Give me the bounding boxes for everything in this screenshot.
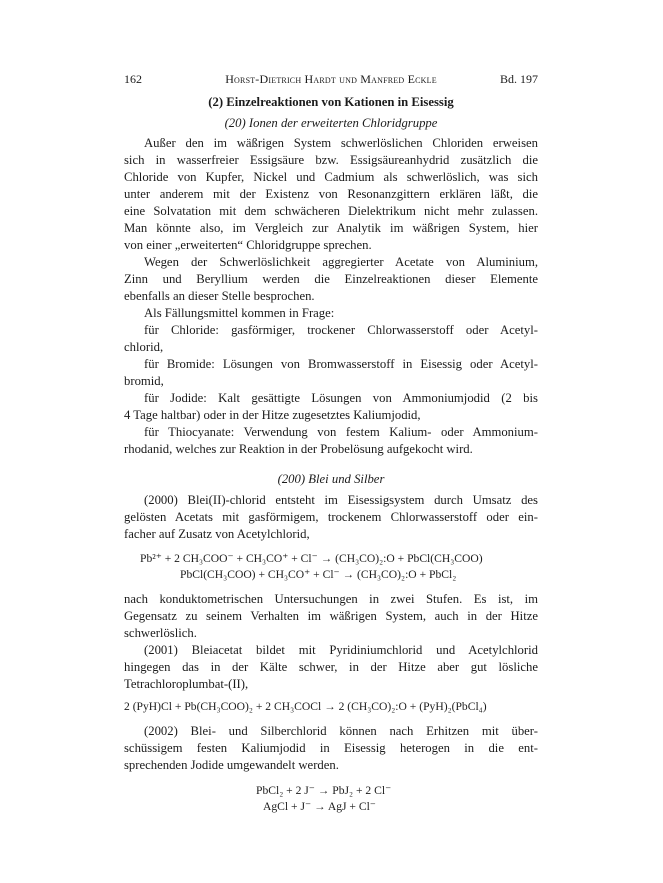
- volume-label: Bd. 197: [499, 72, 538, 86]
- paragraph-line: Man könnte also, im Vergleich zur Analytik im wäßrigen System, hier: [124, 221, 538, 235]
- equation-line: 2 (PyH)Cl + Pb(CH₃COO)₂ + 2 CH₃COCl → 2 (CH₃CO)₂:O + (PyH)₂(PbCl₄): [124, 700, 487, 713]
- paragraph-line: ebenfalls an dieser Stelle besprochen.: [124, 289, 315, 303]
- running-header-authors: Horst-Dietrich Hardt und Manfred Eckle: [225, 72, 437, 86]
- paragraph-line: Als Fällungsmittel kommen in Frage:: [144, 306, 335, 320]
- subsection-heading: (20) Ionen der erweiterten Chloridgruppe: [224, 116, 438, 130]
- paragraph-line: (2002) Blei- und Silberchlorid können nach Erhitzen mit über-: [144, 724, 538, 738]
- paragraph-line: von einer „erweiterten“ Chloridgruppe sprechen.: [124, 238, 372, 252]
- paragraph-line: hingegen das in der Kälte schwer, in der Hitze aber gut lösliche: [124, 660, 538, 674]
- paragraph-line: sprechenden Jodide umgewandelt werden.: [124, 758, 339, 772]
- equation-line: Pb²⁺ + 2 CH₃COO⁻ + CH₃CO⁺ + Cl⁻ → (CH₃CO)₂:O + PbCl(CH₃COO): [140, 552, 483, 565]
- equation-line: AgCl + J⁻ → AgJ + Cl⁻: [263, 800, 376, 813]
- list-item-line: bromid,: [124, 374, 164, 388]
- page-number: 162: [124, 72, 142, 86]
- paragraph-line: unter anderem mit der Existenz von Resonanzgittern erklären läßt, die: [124, 187, 538, 201]
- paragraph-line: Chloride von Kupfer, Nickel und Cadmium als schwerlöslich, was sich: [124, 170, 538, 184]
- running-header: [124, 71, 538, 87]
- list-item-line: für Jodide: Kalt gesättigte Lösungen von Ammoniumjodid (2 bis: [144, 391, 538, 405]
- paragraph-line: eine Solvatation mit dem schwächeren Dielektrikum nicht mehr zulassen.: [124, 204, 538, 218]
- paragraph-line: schüssigem festen Kaliumjodid in Eisessig heterogen in die ent-: [124, 741, 538, 755]
- subsection-heading: (200) Blei und Silber: [277, 472, 385, 486]
- paragraph-line: Gegensatz zu seinem Verhalten im wäßrigen System, auch in der Hitze: [124, 609, 538, 623]
- list-item-line: für Thiocyanate: Verwendung von festem Kalium- oder Ammonium-: [144, 425, 538, 439]
- list-item-line: rhodanid, welches zur Reaktion in der Probelösung aufgekocht wird.: [124, 442, 473, 456]
- list-item-line: für Chloride: gasförmiger, trockener Chlorwasserstoff oder Acetyl-: [144, 323, 538, 337]
- equation-line: PbCl₂ + 2 J⁻ → PbJ₂ + 2 Cl⁻: [256, 784, 392, 797]
- equation-line: PbCl(CH₃COO) + CH₃CO⁺ + Cl⁻ → (CH₃CO)₂:O + PbCl₂: [180, 568, 457, 581]
- paragraph-line: Außer den im wäßrigen System schwerlöslichen Chloriden erweisen: [144, 136, 538, 150]
- paragraph-line: sich in wasserfreier Essigsäure bzw. Essigsäureanhydrid zusätzlich die: [124, 153, 538, 167]
- paragraph-line: Zinn und Beryllium werden die Einzelreaktionen dieser Elemente: [124, 272, 538, 286]
- list-item-line: chlorid,: [124, 340, 164, 354]
- paragraph-line: gelösten Acetats mit gasförmigem, trockenem Chlorwasserstoff oder ein-: [124, 510, 538, 524]
- paragraph-line: schwerlöslich.: [124, 626, 197, 640]
- list-item-line: 4 Tage haltbar) oder in der Hitze zugesetztes Kaliumjodid,: [124, 408, 421, 422]
- paragraph-line: (2000) Blei(II)-chlorid entsteht im Eisessigsystem durch Umsatz des: [144, 493, 538, 507]
- paragraph-line: facher auf Zusatz von Acetylchlorid,: [124, 527, 310, 541]
- paragraph-line: Wegen der Schwerlöslichkeit aggregierter Acetate von Aluminium,: [144, 255, 538, 269]
- section-heading: (2) Einzelreaktionen von Kationen in Eisessig: [208, 95, 454, 109]
- paragraph-line: nach konduktometrischen Untersuchungen in zwei Stufen. Es ist, im: [124, 592, 538, 606]
- paragraph-line: (2001) Bleiacetat bildet mit Pyridiniumchlorid und Acetylchlorid: [144, 643, 538, 657]
- list-item-line: für Bromide: Lösungen von Bromwasserstoff in Eisessig oder Acetyl-: [144, 357, 538, 371]
- paragraph-line: Tetrachloroplumbat-(II),: [124, 677, 249, 691]
